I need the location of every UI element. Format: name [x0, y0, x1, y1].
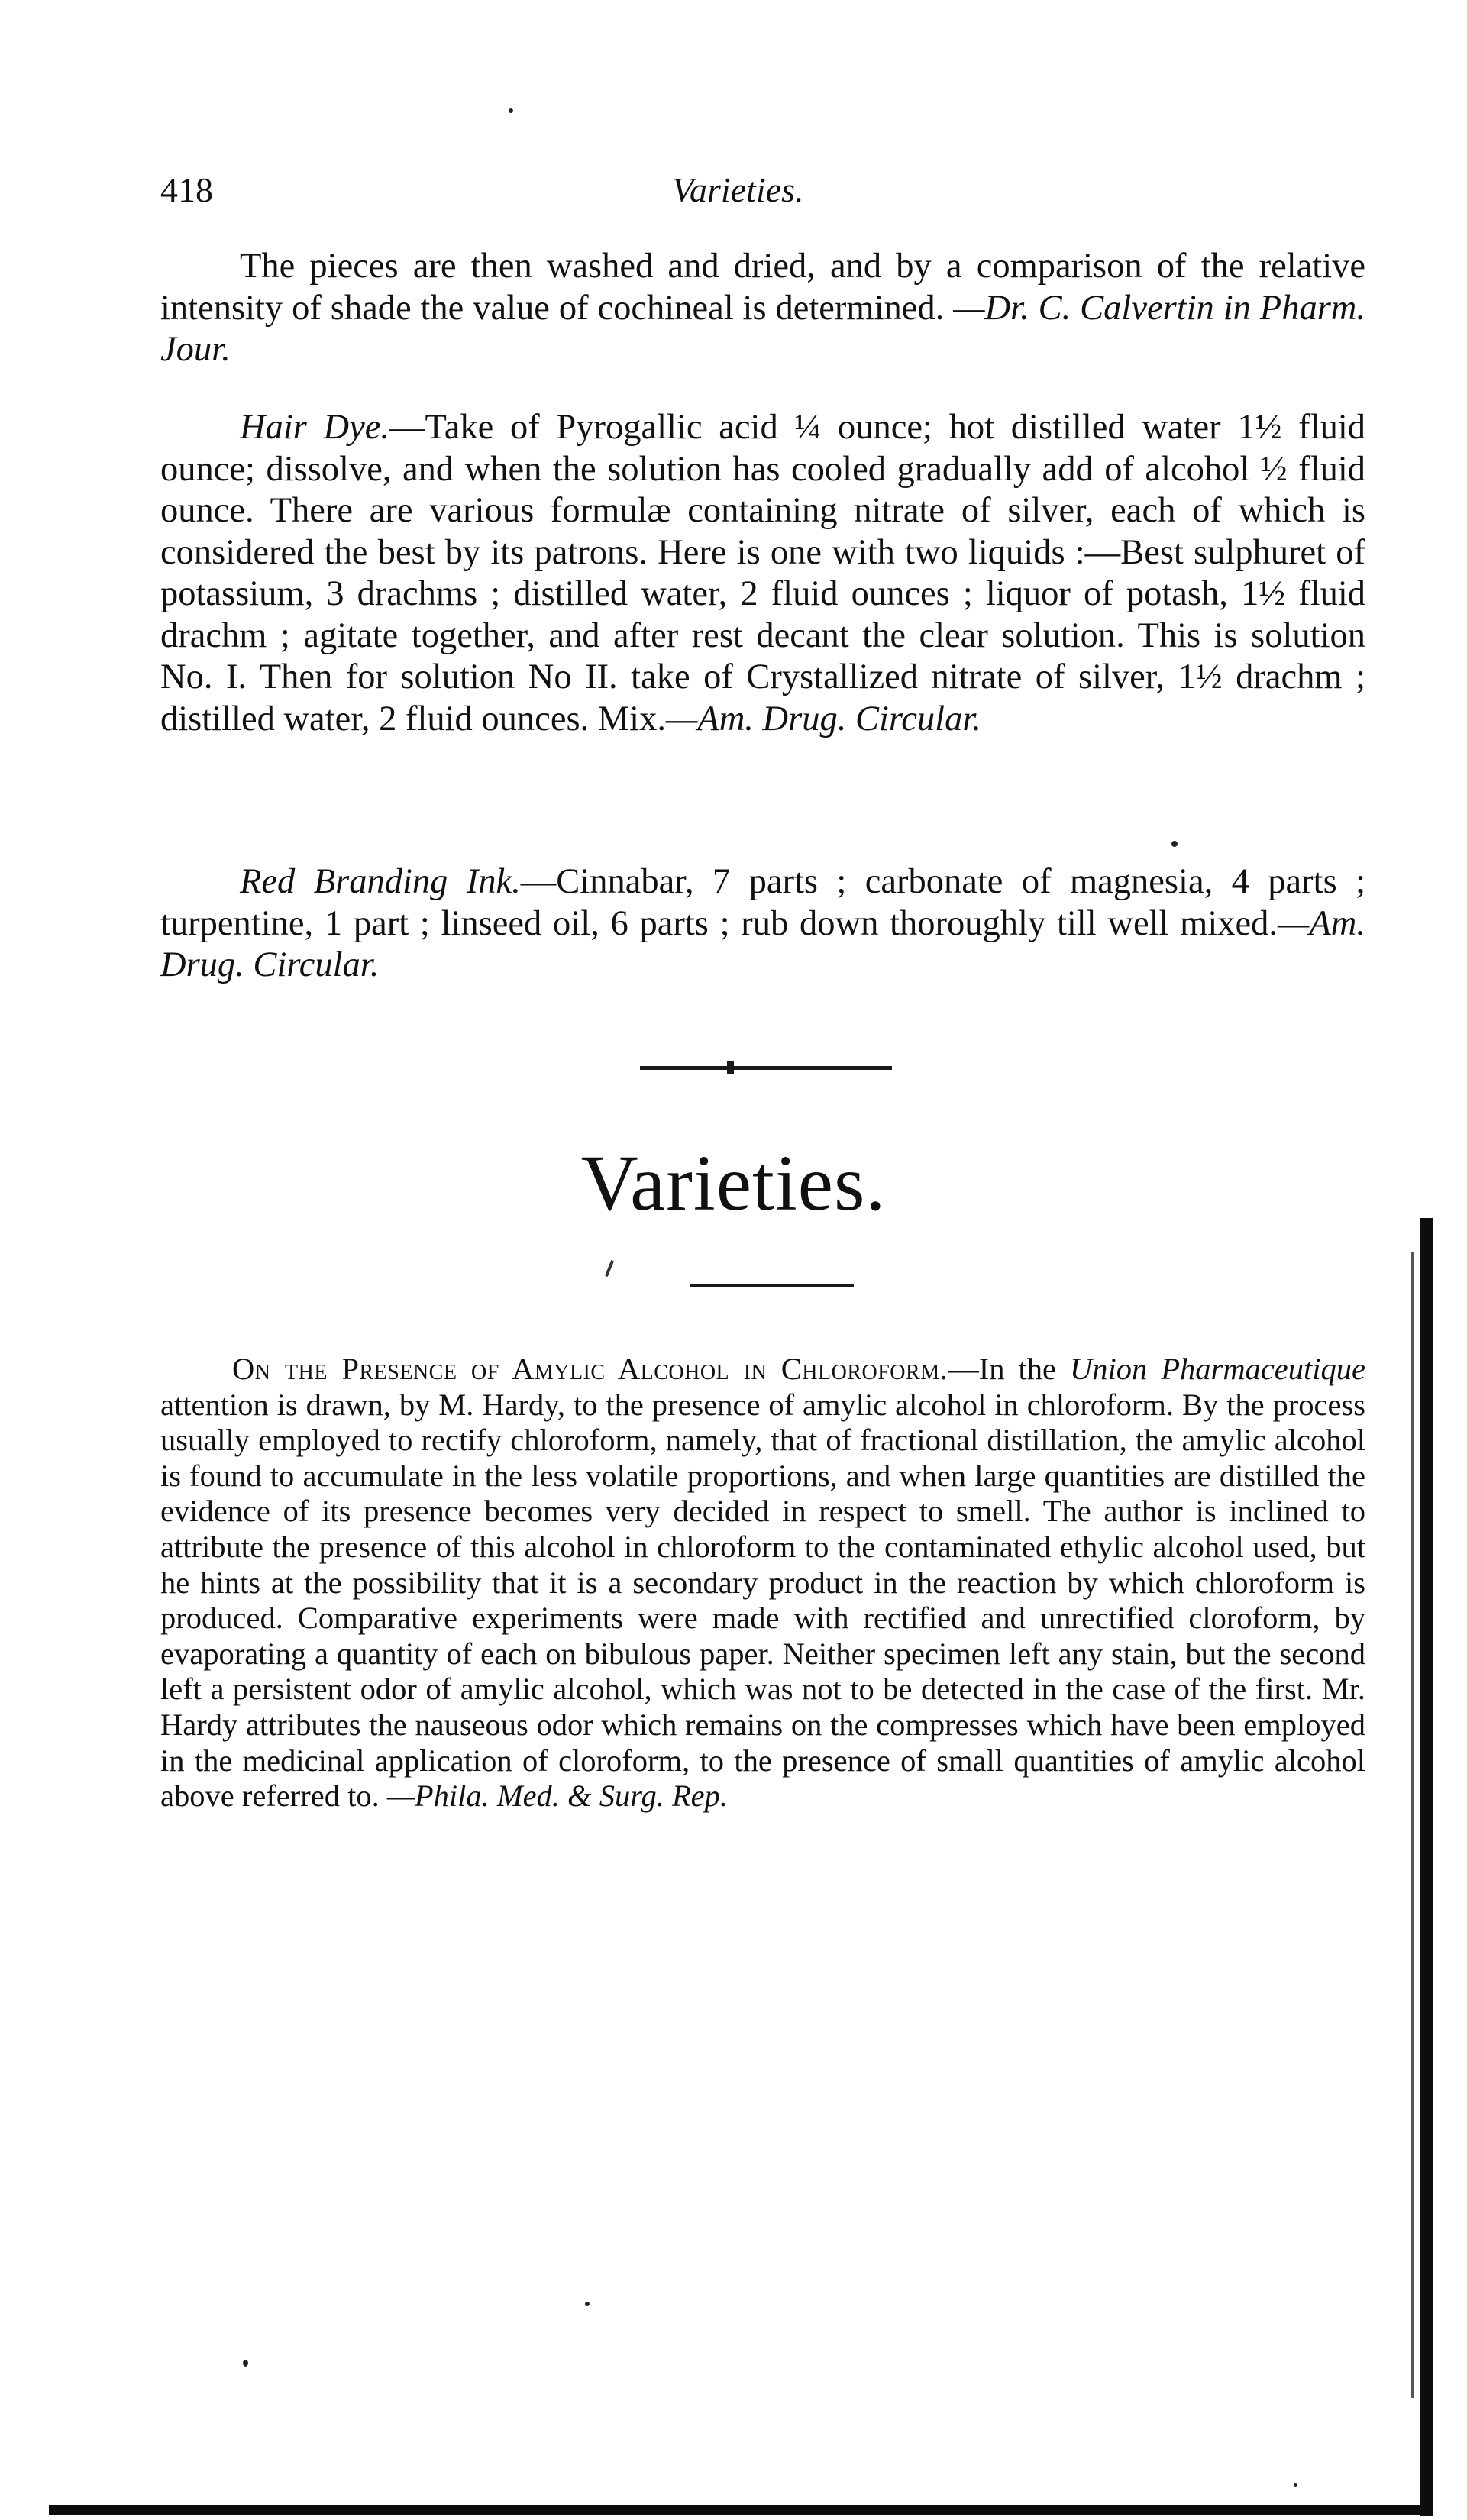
- running-head: [160, 170, 1382, 215]
- red-ink-title: Red Branding Ink.: [240, 862, 521, 901]
- article-title: On the Presence of Amylic Alcohol in Chloroform.: [232, 1352, 948, 1386]
- cochineal-attribution: —Dr. C. Calvertin in Pharm. Jour.: [160, 288, 1365, 369]
- section-divider-ornament: [640, 1066, 892, 1070]
- paper-speck: [243, 2360, 248, 2367]
- hair-dye-title: Hair Dye.: [240, 408, 390, 447]
- paragraph-hair-dye-text: [160, 407, 1365, 740]
- paragraph-red-ink: [160, 861, 1365, 987]
- paper-speck: [1171, 841, 1178, 847]
- red-ink-body: —Cinnabar, 7 parts ; carbonate of magnesia, 4 parts ; turpentine, 1 part ; linseed oil, 6 parts ; rub down thoroughly till well mixed.: [160, 862, 1366, 943]
- paragraph-cochineal-text: [160, 246, 1365, 371]
- cochineal-body: The pieces are then washed and dried, and by a comparison of the relative intensity of shade the value of cochineal is determined.: [160, 247, 1365, 328]
- paragraph-hair-dye: [160, 407, 1365, 740]
- page-number: 418: [160, 170, 213, 209]
- article-amylic-alcohol-text: [160, 1352, 1365, 1814]
- article-dash: —In the: [948, 1352, 1071, 1386]
- hair-dye-attribution: —Am. Drug. Circular.: [665, 699, 981, 738]
- hair-dye-body: —Take of Pyrogallic acid ¼ ounce; hot distilled water 1½ fluid ounce; dissolve, and when the solution has cooled gradually add of alcohol ½ fluid ounce. There are various formulæ containing nitrate of silver, each of which is considered the best by its patrons. Here is one with two liquids :—Best sulphuret of potassium, 3 drachms ; distilled water, 2 fluid ounces ; liquor of potash, 1½ fluid drachm ; agitate together, and after rest decant the clear solution. This is solution No. I. Then for solution No II. take of Crystallized nitrate of silver, 1½ drachm ; distilled water, 2 fluid ounces. Mix.: [160, 408, 1365, 738]
- heading-underline-rule: [690, 1284, 854, 1287]
- running-title: Varieties.: [672, 170, 804, 209]
- paper-speck: [509, 108, 513, 113]
- article-attribution: —Phila. Med. & Surg. Rep.: [386, 1779, 729, 1814]
- page-edge-shadow-thin: [1411, 1252, 1414, 2398]
- paragraph-red-ink-text: [160, 861, 1365, 987]
- page-edge-shadow-right: [1420, 1218, 1433, 2516]
- paper-speck: [585, 2302, 590, 2306]
- article-body: attention is drawn, by M. Hardy, to the presence of amylic alcohol in chloroform. By the process usually employed to rectify chloroform, namely, that of fractional distillation, the amylic alcohol is found to accumulate in the less volatile proportions, and when large quantities are distilled the evidence of its presence becomes very decided in respect to smell. The author is inclined to attribute the presence of this alcohol in chloroform to the contaminated ethylic alcohol used, but he hints at the possibility that it is a secondary product in the reaction by which chloroform is produced. Comparative experiments were made with rectified and unrectified cloroform, by evaporating a quantity of each on bibulous paper. Neither specimen left any stain, but the second left a persistent odor of amylic alcohol, which was not to be detected in the case of the first. Mr. Hardy attributes the nauseous odor which remains on the compresses which have been employed in the medicinal application of cloroform, to the presence of small quantities of amylic alcohol above referred to.: [160, 1387, 1365, 1814]
- divider-ornament-dot: [727, 1061, 734, 1074]
- article-amylic-alcohol: [160, 1352, 1365, 1814]
- stray-print-mark: [605, 1260, 614, 1277]
- paragraph-cochineal: [160, 246, 1365, 371]
- paper-speck: [1294, 2483, 1297, 2487]
- article-source: Union Pharmaceutique: [1070, 1352, 1365, 1386]
- page-edge-shadow-bottom: [49, 2505, 1433, 2515]
- red-ink-attribution: —Am. Drug. Circular.: [160, 903, 1365, 984]
- section-heading: Varieties.: [580, 1139, 887, 1227]
